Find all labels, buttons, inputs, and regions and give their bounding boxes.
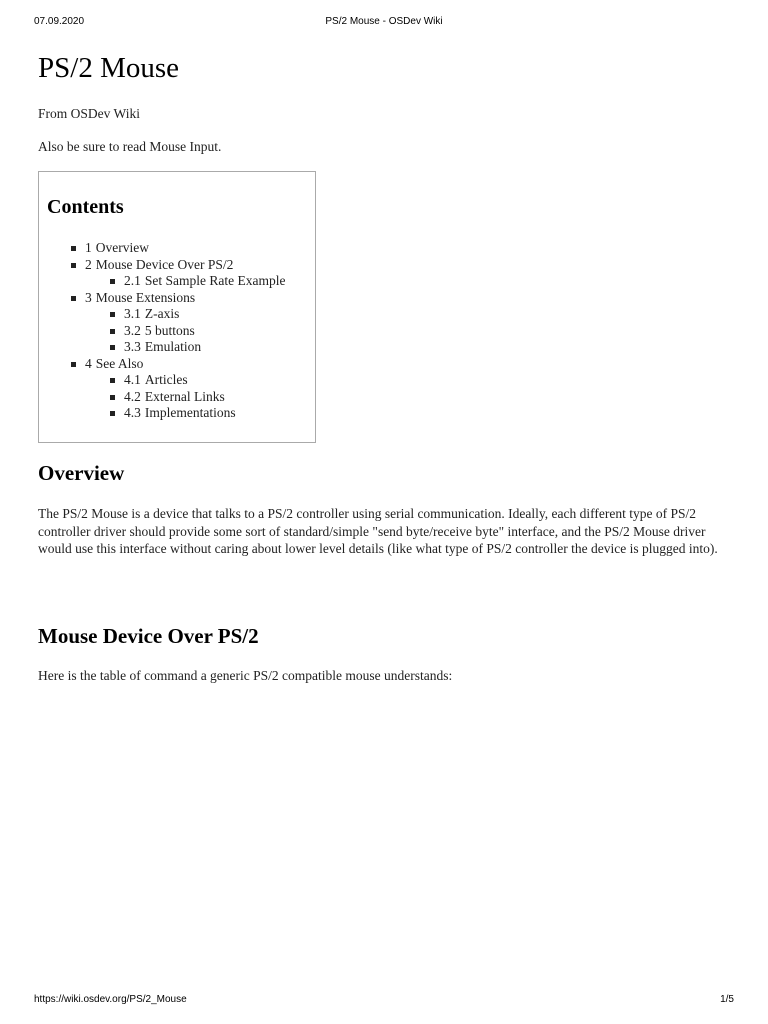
toc-item-number: 4 — [85, 355, 92, 371]
bullet-icon — [110, 312, 115, 317]
overview-paragraph: The PS/2 Mouse is a device that talks to a PS/2 controller using serial communication. Ideally, each different type of PS/2 controller driver should provide some sort of standard/simple "send byte/receive byte" interface, and the PS/2 Mouse driver would use this interface without caring about lower level details (like what type of PS/2 controller the device is plugged into). — [38, 506, 718, 556]
page-number: 1/5 — [720, 994, 734, 1005]
bullet-icon — [110, 378, 115, 383]
section-heading-overview: Overview — [38, 461, 125, 485]
page-title: PS/2 Mouse — [38, 52, 180, 84]
bullet-icon — [110, 279, 115, 284]
section-heading-mouse-device-over-ps2: Mouse Device Over PS/2 — [38, 624, 259, 648]
bullet-icon — [110, 395, 115, 400]
toc-item-number: 3 — [85, 289, 92, 305]
toc-item-number: 2 — [85, 256, 92, 272]
toc-item-number: 4.2 — [124, 388, 141, 404]
print-url: https://wiki.osdev.org/PS/2_Mouse — [34, 994, 187, 1005]
toc-item-label: Z-axis — [144, 306, 180, 321]
toc-item-number: 2.1 — [124, 273, 141, 288]
toc-title: Contents — [47, 196, 124, 218]
toc-item-number: 4.1 — [124, 372, 141, 387]
mouse-device-paragraph: Here is the table of command a generic PS/2 compatible mouse understands: — [38, 668, 453, 683]
toc-item-emulation[interactable] — [39, 339, 315, 356]
bullet-icon — [110, 329, 115, 334]
bullet-icon — [110, 411, 115, 416]
toc-item-label: Overview — [95, 240, 149, 255]
site-subtitle: From OSDev Wiki — [38, 106, 140, 121]
toc-item-set-sample-rate-example[interactable] — [39, 273, 315, 290]
toc-item-label: 5 buttons — [144, 322, 195, 338]
toc-item-label: Mouse Extensions — [95, 289, 196, 305]
toc-item-implementations[interactable] — [39, 405, 315, 422]
toc-item-see-also[interactable] — [39, 356, 315, 373]
toc-item-mouse-device-over-ps2[interactable] — [39, 257, 315, 274]
toc-item-label: Emulation — [144, 339, 202, 354]
toc-list — [39, 240, 315, 422]
print-footer — [34, 994, 734, 1008]
toc-item-external-links[interactable] — [39, 389, 315, 406]
toc-item-number: 1 — [85, 240, 92, 255]
print-date: 07.09.2020 — [34, 16, 85, 27]
bullet-icon — [71, 362, 76, 367]
toc-item-number: 3.1 — [124, 306, 141, 321]
toc-item-label: External Links — [144, 388, 225, 404]
bullet-icon — [71, 246, 76, 251]
print-document-title: PS/2 Mouse - OSDev Wiki — [325, 16, 443, 27]
toc-item-label: Articles — [144, 372, 188, 387]
toc-item-number: 3.3 — [124, 339, 141, 354]
toc-item-5-buttons[interactable] — [39, 323, 315, 340]
toc-item-number: 4.3 — [124, 405, 141, 420]
toc-item-label: Mouse Device Over PS/2 — [95, 256, 234, 272]
bullet-icon — [110, 345, 115, 350]
toc-item-label: Implementations — [144, 405, 236, 420]
toc-item-label: Set Sample Rate Example — [144, 273, 286, 288]
toc-item-articles[interactable] — [39, 372, 315, 389]
toc-item-label: See Also — [95, 355, 144, 371]
toc-item-mouse-extensions[interactable] — [39, 290, 315, 307]
also-read-note: Also be sure to read Mouse Input. — [38, 139, 222, 154]
toc-item-z-axis[interactable] — [39, 306, 315, 323]
table-of-contents — [38, 171, 316, 443]
bullet-icon — [71, 296, 76, 301]
bullet-icon — [71, 263, 76, 268]
toc-item-number: 3.2 — [124, 322, 141, 338]
toc-item-overview[interactable] — [39, 240, 315, 257]
print-header — [34, 16, 734, 30]
